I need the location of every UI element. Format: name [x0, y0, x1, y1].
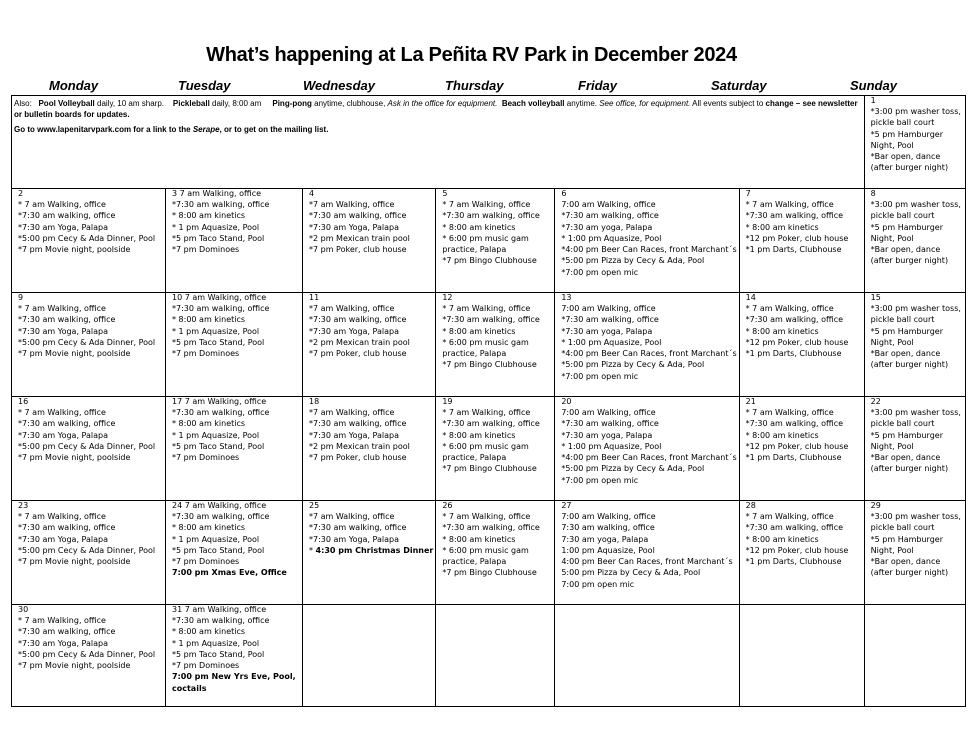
- event-line: *7 pm Poker, club house: [309, 453, 407, 463]
- day-cell-24: [166, 501, 303, 605]
- event-line: *Bar open, dance (after burger night): [870, 453, 949, 474]
- event-line: * 1 pm Aquasize, Pool: [172, 638, 260, 648]
- event-line: *7:30 am walking, office: [309, 211, 407, 221]
- day-cell-13: [555, 293, 739, 397]
- event-line: 7:30 am walking, office: [561, 523, 655, 533]
- event-line: practice, Palapa: [442, 453, 507, 463]
- calendar-week: [12, 189, 966, 293]
- event-line: * 7 am Walking, office: [442, 304, 531, 313]
- event-line: * 8:00 am kinetics: [745, 534, 819, 544]
- event-line: *5:00 pm Cecy & Ada Dinner, Pool: [18, 441, 156, 451]
- event-line: *7:30 am walking, office: [18, 627, 116, 637]
- event-line: *5 pm Hamburger Night, Pool: [870, 326, 943, 347]
- event-line: * 7 am Walking, office: [18, 304, 106, 313]
- event-line: *7:30 am walking, office: [309, 419, 407, 429]
- day-cell-6: [555, 189, 739, 293]
- calendar-grid: [11, 95, 966, 707]
- event-line: 7 am Walking, office: [177, 189, 262, 198]
- event-line: *4:00 pm Beer Can Races, front Marchant´s: [561, 349, 737, 359]
- day-cell-8: [864, 189, 965, 293]
- day-number: 3: [172, 189, 178, 198]
- event-line: *7 am Walking, office: [309, 408, 395, 417]
- day-cell-4: [303, 189, 436, 293]
- weekday-tuesday: Tuesday: [178, 78, 231, 93]
- weekday-wednesday: Wednesday: [303, 78, 376, 93]
- day-cell-7: [739, 189, 864, 293]
- announcement-website: Go to www.lapenitarvpark.com for a link to the Serape, or to get on the mailing list.: [14, 124, 329, 134]
- event-line: *7:30 am walking, office: [18, 419, 116, 429]
- day-number: 31: [172, 605, 183, 614]
- calendar-week-intro: [12, 96, 966, 189]
- event-line: *3:00 pm washer toss, pickle ball court: [870, 304, 961, 325]
- empty-day-cell: [303, 605, 436, 707]
- event-line: *7:30 am walking, office: [561, 211, 659, 221]
- day-number: 8: [870, 189, 876, 198]
- weekday-monday: Monday: [49, 78, 99, 93]
- day-cell-29: [864, 501, 965, 605]
- empty-day-cell: [739, 605, 864, 707]
- day-number: 17: [172, 397, 183, 406]
- day-number: 4: [309, 189, 315, 198]
- event-line: *7:30 am walking, office: [172, 304, 270, 313]
- day-number: 5: [442, 189, 448, 198]
- event-line: *5 pm Taco Stand, Pool: [172, 233, 265, 243]
- event-line: *4:00 pm Beer Can Races, front Marchant´s: [561, 453, 737, 463]
- calendar-week: [12, 501, 966, 605]
- event-line: *5 pm Taco Stand, Pool: [172, 545, 265, 555]
- event-line: *7:30 am yoga, Palapa: [561, 222, 653, 232]
- event-line: *7:30 am walking, office: [442, 523, 540, 533]
- event-line: * 1 pm Aquasize, Pool: [172, 430, 260, 440]
- day-number: 1: [870, 96, 876, 105]
- event-line: * 8:00 am kinetics: [172, 419, 246, 429]
- event-line: *1 pm Darts, Clubhouse: [745, 557, 842, 567]
- event-line: *7 pm Movie night, poolside: [18, 557, 131, 567]
- day-number: 13: [561, 293, 572, 302]
- event-line: *7 pm Poker, club house: [309, 245, 407, 255]
- weekday-header: [11, 78, 955, 94]
- event-line: *7 pm Movie night, poolside: [18, 453, 131, 463]
- day-cell-10: [166, 293, 303, 397]
- event-line: *5 pm Taco Stand, Pool: [172, 649, 265, 659]
- event-line: * 6:00 pm music gam: [442, 233, 529, 243]
- event-line: * 7 am Walking, office: [18, 200, 106, 209]
- day-number: 26: [442, 501, 453, 510]
- day-number: 6: [561, 189, 567, 198]
- event-line: * 6:00 pm music gam: [442, 337, 529, 347]
- event-line: practice, Palapa: [442, 245, 507, 255]
- event-line-highlight: coctails: [172, 683, 207, 693]
- event-line: 7:00 am Walking, office: [561, 304, 656, 313]
- event-line: *7:30 am Yoga, Palapa: [18, 326, 109, 336]
- day-cell-19: [436, 397, 555, 501]
- event-line: *7:30 am yoga, Palapa: [561, 430, 653, 440]
- day-cell-18: [303, 397, 436, 501]
- event-line: * 7 am Walking, office: [442, 200, 531, 209]
- event-line: *7 pm Bingo Clubhouse: [442, 568, 537, 578]
- day-number: 14: [745, 293, 756, 302]
- event-line: *7 pm Poker, club house: [309, 349, 407, 359]
- event-line: *5 pm Hamburger Night, Pool: [870, 129, 943, 150]
- event-line: *7:30 am walking, office: [745, 523, 844, 533]
- event-line: * 1:00 pm Aquasize, Pool: [561, 337, 662, 347]
- day-cell-12: [436, 293, 555, 397]
- day-number: 28: [745, 501, 756, 510]
- calendar-week: [12, 605, 966, 707]
- event-line: *1 pm Darts, Clubhouse: [745, 453, 842, 463]
- day-cell-22: [864, 397, 965, 501]
- event-line: *7:30 am walking, office: [745, 211, 844, 221]
- day-number: 15: [870, 293, 881, 302]
- day-number: 19: [442, 397, 453, 406]
- event-line: *Bar open, dance (after burger night): [870, 557, 949, 578]
- event-line: *7:30 am walking, office: [172, 616, 270, 625]
- event-line: * 7 am Walking, office: [745, 200, 834, 209]
- event-line: *7:30 am walking, office: [172, 200, 270, 209]
- event-line: *7 am Walking, office: [309, 304, 395, 313]
- event-line: * 7 am Walking, office: [442, 512, 531, 521]
- event-line: * 8:00 am kinetics: [442, 430, 516, 440]
- event-line: * 8:00 am kinetics: [172, 627, 246, 637]
- event-line: *7:30 am walking, office: [172, 408, 270, 417]
- event-line: *7 pm Bingo Clubhouse: [442, 464, 537, 474]
- event-line: *5:00 pm Pizza by Cecy & Ada, Pool: [561, 256, 705, 266]
- event-line: *7 pm Dominoes: [172, 453, 240, 463]
- event-line: * 7 am Walking, office: [18, 512, 106, 521]
- event-line: *1 pm Darts, Clubhouse: [745, 349, 842, 359]
- day-cell-14: [739, 293, 864, 397]
- day-number: 23: [18, 501, 29, 510]
- day-cell-25: [303, 501, 436, 605]
- event-line: 7:00 am Walking, office: [561, 200, 656, 209]
- event-line: *5 pm Taco Stand, Pool: [172, 441, 265, 451]
- event-line: * 8:00 am kinetics: [442, 222, 516, 232]
- day-cell-3: [166, 189, 303, 293]
- event-line: *7:30 am Yoga, Palapa: [309, 534, 400, 544]
- calendar-week: [12, 397, 966, 501]
- event-line: *5:00 pm Cecy & Ada Dinner, Pool: [18, 545, 156, 555]
- event-line: * 8:00 am kinetics: [442, 534, 516, 544]
- event-line: *7:00 pm open mic: [561, 475, 639, 485]
- day-cell-1: [864, 96, 965, 189]
- event-line: * 1 pm Aquasize, Pool: [172, 222, 260, 232]
- day-cell-16: [12, 397, 166, 501]
- event-line-highlight: 7:00 pm New Yrs Eve, Pool,: [172, 672, 296, 682]
- event-line: 5:00 pm Pizza by Cecy & Ada, Pool: [561, 568, 701, 578]
- event-line: *5 pm Hamburger Night, Pool: [870, 534, 943, 555]
- event-line: *7:30 am Yoga, Palapa: [309, 326, 400, 336]
- day-cell-26: [436, 501, 555, 605]
- event-line: *7 pm Bingo Clubhouse: [442, 256, 537, 266]
- event-line: *7:30 am walking, office: [561, 419, 659, 429]
- event-line: *12 pm Poker, club house: [745, 441, 849, 451]
- day-number: 29: [870, 501, 881, 510]
- event-line: *Bar open, dance (after burger night): [870, 349, 949, 370]
- event-line: * 8:00 am kinetics: [745, 222, 819, 232]
- day-cell-23: [12, 501, 166, 605]
- event-line: *7:30 am walking, office: [442, 315, 540, 325]
- day-number: 25: [309, 501, 320, 510]
- event-line: * 8:00 am kinetics: [745, 326, 819, 336]
- day-number: 21: [745, 397, 756, 406]
- event-line: *7:30 am walking, office: [745, 419, 844, 429]
- event-line: *3:00 pm washer toss, pickle ball court: [870, 408, 961, 429]
- event-line: * 6:00 pm music gam: [442, 545, 529, 555]
- event-line: 7:00 am Walking, office: [561, 408, 656, 417]
- general-announcements: [12, 96, 865, 189]
- day-number: 7: [745, 189, 751, 198]
- event-line: *12 pm Poker, club house: [745, 545, 849, 555]
- day-cell-21: [739, 397, 864, 501]
- event-line: *7 am Walking, office: [309, 200, 395, 209]
- event-line: *7 pm Movie night, poolside: [18, 349, 131, 359]
- day-number: 16: [18, 397, 29, 406]
- event-line: 7:00 am Walking, office: [561, 512, 656, 521]
- event-line: *2 pm Mexican train pool: [309, 233, 410, 243]
- event-line: * 1 pm Aquasize, Pool: [172, 534, 260, 544]
- event-line: *7:30 am walking, office: [172, 512, 270, 521]
- event-line: *12 pm Poker, club house: [745, 337, 849, 347]
- event-line: 1:00 pm Aquasize, Pool: [561, 545, 655, 555]
- event-line: * 8:00 am kinetics: [442, 326, 516, 336]
- day-cell-27: [555, 501, 739, 605]
- event-line: *7:30 am walking, office: [18, 523, 116, 533]
- event-line: 7 am Walking, office: [182, 605, 267, 614]
- announcement-activities: Also: Pool Volleyball daily, 10 am sharp. Pickleball daily, 8:00 am Ping-pong anytime, clubhouse, Ask in the office for equipment. Beach volleyball anytime. See office, for equipment. All events subject to change – see newsletter or bulletin boards for updates.: [14, 99, 858, 120]
- event-line: *7:30 am Yoga, Palapa: [18, 430, 109, 440]
- event-line: *7:30 am walking, office: [442, 211, 540, 221]
- event-line: *7:30 am Yoga, Palapa: [18, 534, 109, 544]
- event-line: *7:00 pm open mic: [561, 371, 639, 381]
- weekday-thursday: Thursday: [445, 78, 504, 93]
- event-line: *Bar open, dance (after burger night): [870, 152, 949, 173]
- event-line: *2 pm Mexican train pool: [309, 441, 410, 451]
- event-line: * 1 pm Aquasize, Pool: [172, 326, 260, 336]
- empty-day-cell: [436, 605, 555, 707]
- event-line: *5 pm Hamburger Night, Pool: [870, 430, 943, 451]
- event-line: *7:00 pm open mic: [561, 267, 639, 277]
- event-line: * 6:00 pm music gam: [442, 441, 529, 451]
- event-line: * 7 am Walking, office: [18, 408, 106, 417]
- event-line: *7 pm Movie night, poolside: [18, 661, 131, 671]
- event-line: *7 pm Bingo Clubhouse: [442, 360, 537, 370]
- event-line: 7 am Walking, office: [182, 397, 267, 406]
- event-line: 7:30 am yoga, Palapa: [561, 534, 649, 544]
- day-cell-11: [303, 293, 436, 397]
- event-line-highlight: * 4:30 pm Christmas Dinner: [309, 545, 434, 555]
- event-line: * 1:00 pm Aquasize, Pool: [561, 233, 662, 243]
- event-line: *7:30 am yoga, Palapa: [561, 326, 653, 336]
- event-line: *7:30 am walking, office: [745, 315, 844, 325]
- day-number: 24: [172, 501, 183, 510]
- event-line: *12 pm Poker, club house: [745, 233, 849, 243]
- day-number: 20: [561, 397, 572, 406]
- event-line: *5 pm Taco Stand, Pool: [172, 337, 265, 347]
- day-number: 2: [18, 189, 24, 198]
- event-line: *7:30 am walking, office: [18, 315, 116, 325]
- day-number: 27: [561, 501, 572, 510]
- event-line: *7 pm Dominoes: [172, 661, 240, 671]
- event-line: *4:00 pm Beer Can Races, front Marchant´s: [561, 245, 737, 255]
- day-cell-31: [166, 605, 303, 707]
- event-line: practice, Palapa: [442, 349, 507, 359]
- event-line: *5:00 pm Cecy & Ada Dinner, Pool: [18, 233, 156, 243]
- day-cell-15: [864, 293, 965, 397]
- event-line: *7:30 am walking, office: [309, 523, 407, 533]
- event-line: *5:00 pm Cecy & Ada Dinner, Pool: [18, 649, 156, 659]
- day-number: 22: [870, 397, 881, 406]
- event-line: *7:30 am Yoga, Palapa: [18, 222, 109, 232]
- event-line: * 1:00 pm Aquasize, Pool: [561, 441, 662, 451]
- empty-day-cell: [555, 605, 739, 707]
- event-line: *7:30 am Yoga, Palapa: [309, 222, 400, 232]
- weekday-sunday: Sunday: [850, 78, 897, 93]
- event-line: *5:00 pm Cecy & Ada Dinner, Pool: [18, 337, 156, 347]
- event-line: *7:30 am walking, office: [561, 315, 659, 325]
- day-cell-30: [12, 605, 166, 707]
- event-line: * 8:00 am kinetics: [172, 211, 246, 221]
- weekday-friday: Friday: [578, 78, 618, 93]
- event-line: * 8:00 am kinetics: [745, 430, 819, 440]
- event-line: *Bar open, dance (after burger night): [870, 245, 949, 266]
- event-line: *7 pm Movie night, poolside: [18, 245, 131, 255]
- event-line: *5 pm Hamburger Night, Pool: [870, 222, 943, 243]
- event-line: * 7 am Walking, office: [745, 512, 834, 521]
- event-line: * 7 am Walking, office: [18, 616, 106, 625]
- event-line: 4:00 pm Beer Can Races, front Marchant´s: [561, 557, 733, 567]
- page-title: What’s happening at La Peñita RV Park in December 2024: [206, 44, 737, 66]
- event-line: *2 pm Mexican train pool: [309, 337, 410, 347]
- event-line: *7 am Walking, office: [309, 512, 395, 521]
- day-cell-28: [739, 501, 864, 605]
- empty-day-cell: [864, 605, 965, 707]
- day-number: 30: [18, 605, 29, 614]
- calendar-week: [12, 293, 966, 397]
- event-line: * 8:00 am kinetics: [172, 315, 246, 325]
- event-line: *7:30 am walking, office: [442, 419, 540, 429]
- event-line: *7:30 am Yoga, Palapa: [18, 638, 109, 648]
- event-line: *1 pm Darts, Clubhouse: [745, 245, 842, 255]
- day-number: 10: [172, 293, 183, 302]
- day-cell-9: [12, 293, 166, 397]
- event-line-highlight: 7:00 pm Xmas Eve, Office: [172, 568, 287, 578]
- event-line: *7:30 am walking, office: [18, 211, 116, 221]
- day-number: 11: [309, 293, 320, 302]
- event-line: 7 am Walking, office: [182, 293, 267, 302]
- event-line: *5:00 pm Pizza by Cecy & Ada, Pool: [561, 360, 705, 370]
- day-cell-20: [555, 397, 739, 501]
- event-line: * 7 am Walking, office: [745, 408, 834, 417]
- weekday-saturday: Saturday: [711, 78, 767, 93]
- event-line: *3:00 pm washer toss, pickle ball court: [870, 107, 961, 128]
- event-line: * 7 am Walking, office: [745, 304, 834, 313]
- event-line: *7 pm Dominoes: [172, 245, 240, 255]
- event-line: * 8:00 am kinetics: [172, 523, 246, 533]
- event-line: *7 pm Dominoes: [172, 349, 240, 359]
- day-number: 18: [309, 397, 320, 406]
- day-number: 9: [18, 293, 24, 302]
- event-line: *3:00 pm washer toss, pickle ball court: [870, 512, 961, 533]
- event-line: *7:30 am Yoga, Palapa: [309, 430, 400, 440]
- event-line: * 7 am Walking, office: [442, 408, 531, 417]
- event-line: 7:00 pm open mic: [561, 579, 635, 589]
- event-line: *5:00 pm Pizza by Cecy & Ada, Pool: [561, 464, 705, 474]
- day-cell-17: [166, 397, 303, 501]
- day-cell-2: [12, 189, 166, 293]
- event-line: *3:00 pm washer toss, pickle ball court: [870, 200, 961, 221]
- event-line: practice, Palapa: [442, 557, 507, 567]
- event-line: *7:30 am walking, office: [309, 315, 407, 325]
- event-line: 7 am Walking, office: [182, 501, 267, 510]
- event-line: *7 pm Dominoes: [172, 557, 240, 567]
- day-number: 12: [442, 293, 453, 302]
- day-cell-5: [436, 189, 555, 293]
